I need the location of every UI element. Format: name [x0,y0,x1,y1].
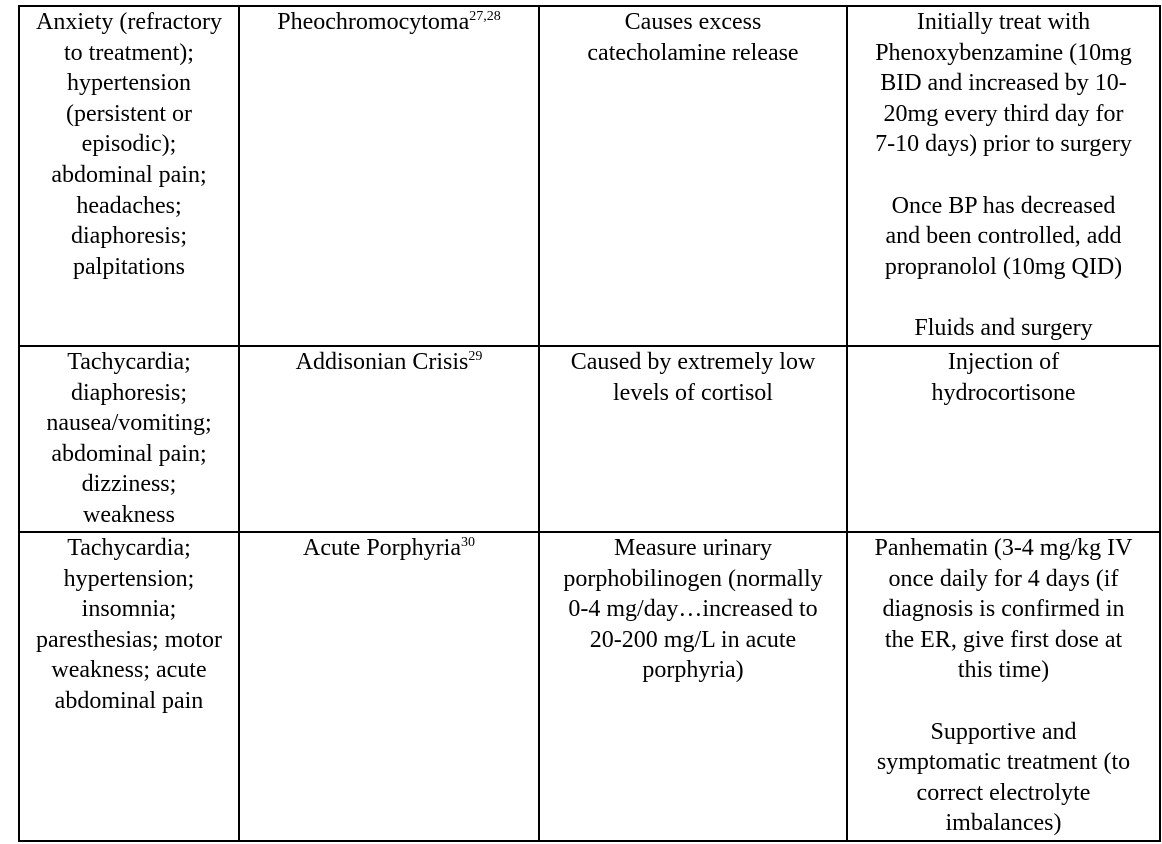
symptoms-cell: Tachycardia; hypertension; insomnia; paresthesias; motor weakness; acute abdominal pain [19,532,239,841]
table-row [19,6,1160,346]
symptoms-cell: Tachycardia; diaphoresis; nausea/vomiting; abdominal pain; dizziness; weakness [19,346,239,532]
treatment-paragraph: Fluids and surgery [914,314,1093,341]
cause-cell: Measure urinary porphobilinogen (normally 0-4 mg/day…increased to 20-200 mg/L in acute porphyria) [539,532,847,841]
cause-cell: Causes excess catecholamine release [539,6,847,346]
table-row [19,532,1160,841]
treatment-cell [847,6,1160,346]
treatment-paragraph: Supportive and symptomatic treatment (to correct electrolyte imbalances) [876,718,1131,837]
treatment-paragraph: Injection of hydrocortisone [931,349,1076,406]
reference-superscript: 30 [460,535,475,550]
treatment-paragraph: Panhematin (3-4 mg/kg IV once daily for 4 days (if diagnosis is confirmed in the ER, give first dose at this time) [874,535,1133,684]
reference-superscript: 29 [468,349,483,364]
reference-superscript: 27,28 [469,9,501,24]
condition-cell [239,532,539,841]
condition-cell [239,6,539,346]
table-row [19,346,1160,532]
condition-name: Addisonian Crisis [295,349,469,375]
cause-cell: Caused by extremely low levels of cortisol [539,346,847,532]
condition-name: Pheochromocytoma [277,9,470,35]
conditions-table [18,5,1161,842]
treatment-paragraph: Initially treat with Phenoxybenzamine (10mg BID and increased by 10- 20mg every third day for 7-10 days) prior to surgery [875,9,1132,158]
treatment-cell [847,532,1160,841]
treatment-paragraph: Once BP has decreased and been controlled, add propranolol (10mg QID) [884,192,1123,280]
symptoms-cell: Anxiety (refractory to treatment); hypertension (persistent or episodic); abdominal pain; headaches; diaphoresis; palpitations [19,6,239,346]
condition-name: Acute Porphyria [303,535,461,561]
condition-cell [239,346,539,532]
treatment-cell [847,346,1160,532]
